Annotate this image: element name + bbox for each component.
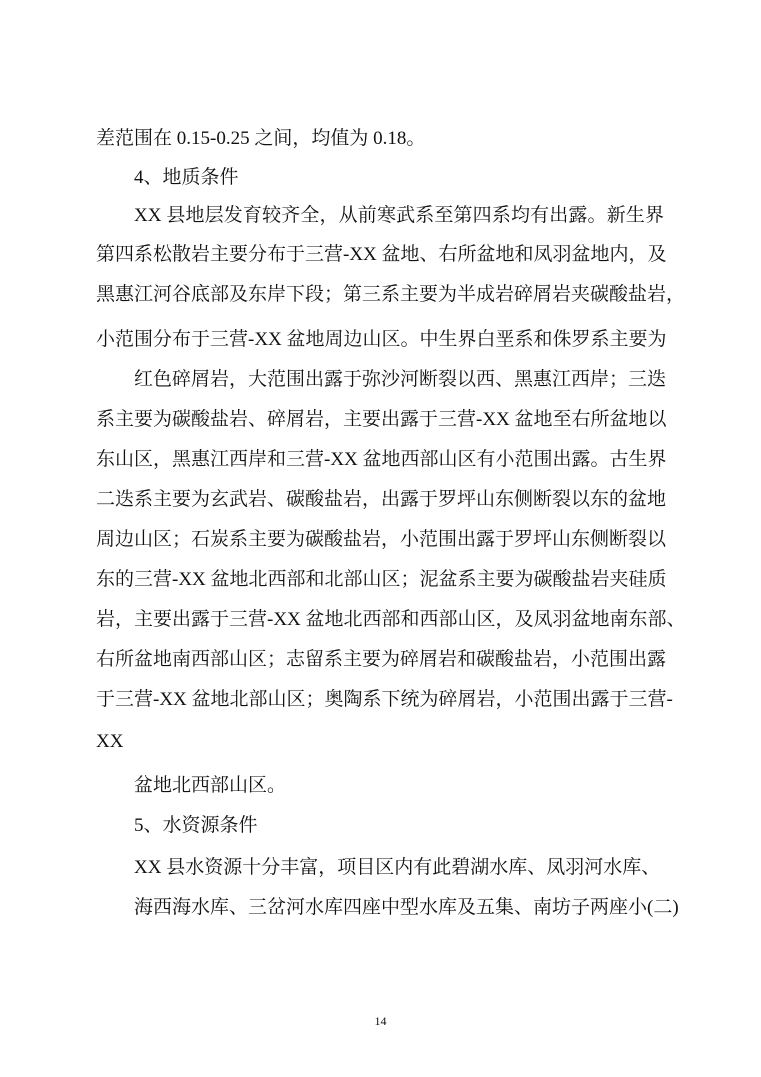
section-heading: 4、地质条件	[134, 167, 239, 188]
paragraph-line: XX 县地层发育较齐全，从前寒武系至第四系均有出露。新生界	[134, 205, 664, 226]
page-number: 14	[374, 1014, 387, 1028]
paragraph-line: 岩，主要出露于三营-XX 盆地北西部和西部山区，及凤羽盆地南东部、	[96, 609, 686, 630]
paragraph-line: 于三营-XX 盆地北部山区；奥陶系下统为碎屑岩，小范围出露于三营-	[96, 689, 673, 710]
paragraph-line: XX	[96, 731, 124, 752]
paragraph-line: 黑惠江河谷底部及东岸下段；第三系主要为半成岩碎屑岩夹碳酸盐岩，	[96, 284, 686, 305]
paragraph-line: 东山区，黑惠江西岸和三营-XX 盆地西部山区有小范围出露。古生界	[96, 449, 667, 470]
paragraph-line: XX 县水资源十分丰富，项目区内有此碧湖水库、凤羽河水库、	[134, 857, 661, 878]
paragraph-line: 系主要为碳酸盐岩、碎屑岩，主要出露于三营-XX 盆地至右所盆地以	[96, 409, 667, 430]
paragraph-line: 差范围在 0.15-0.25 之间，均值为 0.18。	[96, 128, 426, 149]
paragraph-line: 二迭系主要为玄武岩、碳酸盐岩，出露于罗坪山东侧断裂以东的盆地	[96, 489, 667, 510]
paragraph-line: 东的三营-XX 盆地北西部和北部山区；泥盆系主要为碳酸盐岩夹硅质	[96, 569, 667, 590]
paragraph-line: 右所盆地南西部山区；志留系主要为碎屑岩和碳酸盐岩，小范围出露	[96, 649, 667, 670]
paragraph-line: 周边山区；石炭系主要为碳酸盐岩，小范围出露于罗坪山东侧断裂以	[96, 529, 667, 550]
paragraph-line: 红色碎屑岩，大范围出露于弥沙河断裂以西、黑惠江西岸；三迭	[134, 369, 667, 390]
paragraph-line: 第四系松散岩主要分布于三营-XX 盆地、右所盆地和凤羽盆地内，及	[96, 244, 667, 265]
paragraph-line: 小范围分布于三营-XX 盆地周边山区。中生界白垩系和侏罗系主要为	[96, 329, 667, 350]
paragraph-line: 海西海水库、三岔河水库四座中型水库及五集、南坊子两座小(二)	[134, 897, 679, 918]
section-heading: 5、水资源条件	[134, 815, 258, 836]
paragraph-line: 盆地北西部山区。	[134, 775, 287, 796]
